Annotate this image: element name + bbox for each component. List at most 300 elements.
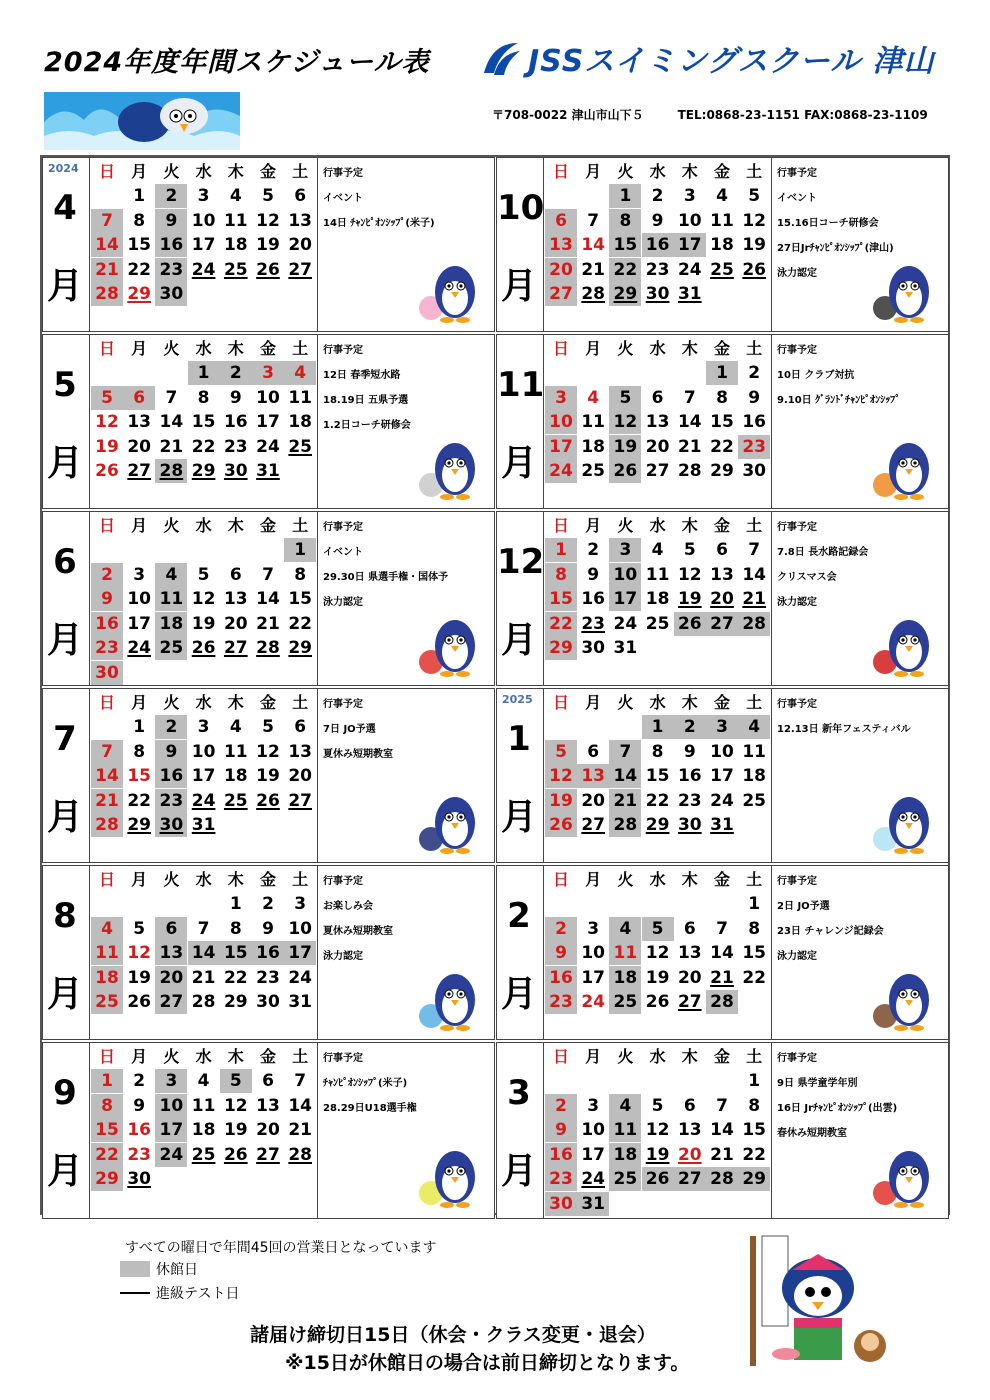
day-cell: 19 <box>742 235 767 256</box>
day-cell: 12 <box>95 412 119 433</box>
day-cell: 26 <box>256 790 280 811</box>
event-item: 15.16日コーチ研修会 <box>777 218 879 229</box>
weekday-header: 金 <box>259 870 276 889</box>
day-cell: 8 <box>748 1095 761 1116</box>
page-title: 2024年度年間スケジュール表 <box>44 47 430 78</box>
day-cell: 2 <box>651 186 664 206</box>
day-cell: 8 <box>545 563 577 587</box>
day-cell: 22 <box>191 436 216 457</box>
weekday-header: 日 <box>98 162 115 181</box>
month-number: 6 <box>53 542 77 582</box>
day-cell: 6 <box>545 209 577 233</box>
day-cell: 20 <box>127 436 152 457</box>
day-cell: 5 <box>262 717 274 737</box>
event-item: イベント <box>777 193 817 204</box>
day-cell: 5 <box>642 917 674 941</box>
day-cell: 6 <box>683 1095 696 1116</box>
day-cell: 26 <box>223 1144 248 1165</box>
strawberry-penguin-illustration <box>865 1131 945 1211</box>
weekday-header: 金 <box>259 516 276 535</box>
day-cell: 9 <box>155 209 187 233</box>
day-cell: 2 <box>748 363 761 383</box>
day-cell: 11 <box>288 387 313 408</box>
wave-logo-icon <box>480 37 522 79</box>
day-cell: 23 <box>545 990 577 1014</box>
events-header: 行事予定 <box>777 876 817 887</box>
day-cell: 22 <box>545 612 577 636</box>
weekday-header: 土 <box>292 162 309 181</box>
weekday-header: 木 <box>227 870 244 889</box>
day-cell: 30 <box>256 992 280 1013</box>
weekday-header: 木 <box>227 516 244 535</box>
weekday-header: 水 <box>195 516 212 535</box>
weekday-header: 土 <box>292 516 309 535</box>
day-cell: 2 <box>545 917 577 941</box>
month-kanji: 月 <box>46 443 83 484</box>
day-cell: 26 <box>256 259 280 280</box>
day-cell: 30 <box>155 813 187 837</box>
day-cell: 10 <box>191 741 216 762</box>
day-cell: 25 <box>191 1144 216 1165</box>
day-cell: 23 <box>223 436 248 457</box>
day-cell: 4 <box>229 717 242 737</box>
day-cell: 29 <box>223 992 248 1013</box>
event-item: クリスマス会 <box>777 572 837 583</box>
day-cell: 9 <box>229 387 242 408</box>
weekday-header: 火 <box>163 162 180 181</box>
brand-name: JSSスイミングスクール 津山 <box>528 44 935 79</box>
weekday-header: 木 <box>227 162 244 181</box>
day-cell: 21 <box>159 436 184 457</box>
day-cell: 8 <box>651 741 664 762</box>
weekday-header: 日 <box>552 693 569 712</box>
day-cell: 3 <box>609 538 641 562</box>
legend-note: すべての曜日で年間45回の営業日となっています <box>125 1240 437 1256</box>
day-cell: 16 <box>91 612 123 636</box>
divider <box>543 512 544 685</box>
day-cell: 24 <box>191 790 216 811</box>
day-cell: 29 <box>127 284 152 305</box>
weekday-header: 水 <box>195 1047 212 1066</box>
weekday-header: 火 <box>163 516 180 535</box>
month-panel-2 <box>496 865 949 1040</box>
day-cell: 26 <box>127 992 152 1013</box>
day-cell: 3 <box>252 361 284 385</box>
day-cell: 7 <box>716 1095 728 1116</box>
day-cell: 26 <box>674 612 706 636</box>
weekday-header: 月 <box>131 1047 148 1066</box>
day-cell: 26 <box>645 992 670 1013</box>
weekday-header: 火 <box>617 870 634 889</box>
day-cell: 1 <box>642 715 674 739</box>
day-cell: 8 <box>716 387 728 408</box>
day-cell: 29 <box>191 461 216 482</box>
day-cell: 22 <box>609 258 641 282</box>
day-cell: 20 <box>645 436 670 457</box>
day-cell: 4 <box>197 1071 210 1091</box>
weekday-header: 日 <box>98 1047 115 1066</box>
weekday-header: 水 <box>649 1047 666 1066</box>
event-item: 9.10日 ｸﾞﾗﾝﾄﾞﾁｬﾝﾋﾟｵﾝｼｯﾌﾟ <box>777 395 901 406</box>
day-cell: 13 <box>677 1120 702 1141</box>
day-cell: 31 <box>577 1192 609 1216</box>
day-cell: 14 <box>710 943 734 964</box>
event-item: 7日 JO予選 <box>323 724 376 735</box>
day-cell: 16 <box>677 766 702 787</box>
day-cell: 24 <box>581 992 606 1013</box>
day-cell: 26 <box>742 259 767 280</box>
events-header: 行事予定 <box>323 876 363 887</box>
events-header: 行事予定 <box>323 699 363 710</box>
event-item: お楽しみ会 <box>323 901 373 912</box>
weekday-header: 月 <box>131 870 148 889</box>
day-cell: 11 <box>710 210 734 231</box>
day-cell: 20 <box>155 966 187 990</box>
weekday-header: 日 <box>552 1047 569 1066</box>
day-cell: 19 <box>127 967 152 988</box>
day-cell: 12 <box>127 943 152 964</box>
day-cell: 27 <box>127 461 152 482</box>
weekday-header: 月 <box>585 339 602 358</box>
choco-penguin-illustration <box>865 954 945 1034</box>
day-cell: 2 <box>133 1071 146 1091</box>
day-cell: 14 <box>710 1120 734 1141</box>
divider <box>543 866 544 1039</box>
day-cell: 24 <box>581 1169 606 1190</box>
weekday-header: 火 <box>617 1047 634 1066</box>
day-cell: 9 <box>683 741 696 762</box>
divider <box>771 512 772 685</box>
day-cell: 3 <box>133 564 146 585</box>
day-cell: 23 <box>91 636 123 660</box>
day-cell: 15 <box>220 941 252 965</box>
weekday-header: 土 <box>746 870 763 889</box>
day-cell: 14 <box>609 764 641 788</box>
day-cell: 30 <box>645 284 670 305</box>
postal-address: 〒708-0022 津山市山下５ <box>492 108 644 122</box>
tanabata-penguin-illustration <box>411 777 491 857</box>
day-cell: 2 <box>587 540 600 560</box>
day-cell: 5 <box>91 386 123 410</box>
day-cell: 22 <box>288 613 313 634</box>
weekday-header: 木 <box>227 339 244 358</box>
day-cell: 8 <box>748 918 761 939</box>
weekday-header: 金 <box>713 516 730 535</box>
weekday-header: 金 <box>259 1047 276 1066</box>
day-cell: 20 <box>677 967 702 988</box>
weekday-header: 土 <box>292 339 309 358</box>
day-cell: 14 <box>159 412 184 433</box>
day-cell: 21 <box>191 967 216 988</box>
weekday-header: 木 <box>681 870 698 889</box>
day-cell: 26 <box>95 461 119 482</box>
deadline-notice: 諸届け締切日15日（休会・クラス変更・退会） <box>250 1324 656 1346</box>
day-cell: 22 <box>223 967 248 988</box>
day-cell: 4 <box>155 563 187 587</box>
day-cell: 4 <box>91 917 123 941</box>
day-cell: 5 <box>651 1095 664 1116</box>
weekday-header: 木 <box>227 693 244 712</box>
day-cell: 1 <box>284 538 316 562</box>
weekday-header: 木 <box>681 1047 698 1066</box>
day-cell: 30 <box>581 638 606 659</box>
day-cell: 7 <box>716 918 728 939</box>
weekday-header: 木 <box>681 516 698 535</box>
day-cell: 7 <box>165 387 178 408</box>
event-item: イベント <box>323 193 363 204</box>
day-cell: 12 <box>645 1120 670 1141</box>
day-cell: 10 <box>288 918 313 939</box>
day-cell: 20 <box>677 1144 702 1165</box>
day-cell: 1 <box>133 717 146 737</box>
day-cell: 21 <box>91 258 123 282</box>
weekday-header: 月 <box>131 516 148 535</box>
day-cell: 20 <box>710 589 734 610</box>
weekday-header: 火 <box>163 693 180 712</box>
day-cell: 10 <box>609 563 641 587</box>
day-cell: 14 <box>91 233 123 257</box>
divider <box>771 158 772 331</box>
weekday-header: 水 <box>195 339 212 358</box>
day-cell: 13 <box>127 412 152 433</box>
day-cell: 21 <box>288 1120 313 1141</box>
weekday-header: 木 <box>227 1047 244 1066</box>
swimmer-penguin-banner <box>44 92 240 150</box>
day-cell: 16 <box>545 1143 577 1167</box>
day-cell: 14 <box>288 1095 313 1116</box>
day-cell: 24 <box>256 436 280 457</box>
events-header: 行事予定 <box>777 699 817 710</box>
event-item: イベント <box>323 547 363 558</box>
day-cell: 6 <box>651 387 664 408</box>
day-cell: 2 <box>545 1094 577 1118</box>
weekday-header: 日 <box>552 162 569 181</box>
day-cell: 27 <box>674 1167 706 1191</box>
calendar-grid <box>40 155 950 1215</box>
day-cell: 11 <box>609 1118 641 1142</box>
day-cell: 6 <box>683 918 696 939</box>
day-cell: 27 <box>677 992 702 1013</box>
day-cell: 13 <box>645 412 670 433</box>
year-label: 2024 <box>48 162 79 175</box>
event-item: 泳力認定 <box>777 268 817 279</box>
day-cell: 30 <box>91 661 123 685</box>
day-cell: 21 <box>742 589 767 610</box>
divider <box>543 158 544 331</box>
day-cell: 4 <box>609 917 641 941</box>
day-cell: 9 <box>262 918 274 939</box>
divider <box>543 335 544 508</box>
weekday-header: 日 <box>98 339 115 358</box>
day-cell: 10 <box>710 741 734 762</box>
divider <box>317 1043 318 1218</box>
weekday-header: 金 <box>259 693 276 712</box>
day-cell: 5 <box>748 186 761 206</box>
weekday-header: 日 <box>552 870 569 889</box>
day-cell: 19 <box>645 967 670 988</box>
month-kanji: 月 <box>500 974 537 1015</box>
pear-penguin-illustration <box>411 1131 491 1211</box>
day-cell: 12 <box>645 943 670 964</box>
day-cell: 2 <box>262 894 274 914</box>
day-cell: 14 <box>188 941 220 965</box>
day-cell: 31 <box>710 815 734 836</box>
day-cell: 1 <box>91 1069 123 1093</box>
day-cell: 18 <box>288 412 313 433</box>
divider <box>317 335 318 508</box>
day-cell: 6 <box>587 741 600 762</box>
day-cell: 8 <box>294 564 307 585</box>
day-cell: 16 <box>127 1120 152 1141</box>
weekday-header: 水 <box>195 693 212 712</box>
day-cell: 26 <box>191 638 216 659</box>
day-cell: 24 <box>677 259 702 280</box>
day-cell: 19 <box>645 1144 670 1165</box>
day-cell: 20 <box>545 258 577 282</box>
day-cell: 18 <box>609 1143 641 1167</box>
divider <box>89 1043 90 1218</box>
day-cell: 23 <box>581 613 606 634</box>
weekday-header: 水 <box>649 870 666 889</box>
weekday-header: 火 <box>163 339 180 358</box>
events-header: 行事予定 <box>777 168 817 179</box>
weekday-header: 月 <box>131 162 148 181</box>
day-cell: 28 <box>91 813 123 837</box>
day-cell: 7 <box>197 918 210 939</box>
day-cell: 23 <box>738 435 770 459</box>
legend-test-label: 進級テスト日 <box>156 1286 240 1302</box>
day-cell: 3 <box>683 186 696 206</box>
weekday-header: 金 <box>259 162 276 181</box>
month-panel-9 <box>42 1042 495 1219</box>
day-cell: 2 <box>155 184 187 208</box>
day-cell: 13 <box>710 564 734 585</box>
day-cell: 3 <box>706 715 738 739</box>
day-cell: 21 <box>256 613 280 634</box>
day-cell: 15 <box>91 1118 123 1142</box>
day-cell: 5 <box>220 1069 252 1093</box>
day-cell: 9 <box>91 587 123 611</box>
day-cell: 28 <box>581 284 606 305</box>
weekday-header: 月 <box>585 693 602 712</box>
day-cell: 10 <box>677 210 702 231</box>
day-cell: 22 <box>710 436 734 457</box>
day-cell: 3 <box>587 918 600 939</box>
day-cell: 28 <box>738 612 770 636</box>
day-cell: 1 <box>133 186 146 206</box>
day-cell: 31 <box>677 284 702 305</box>
day-cell: 2 <box>155 715 187 739</box>
day-cell: 19 <box>545 789 577 813</box>
day-cell: 17 <box>609 587 641 611</box>
day-cell: 26 <box>545 813 577 837</box>
weekday-header: 水 <box>195 162 212 181</box>
day-cell: 20 <box>223 613 248 634</box>
day-cell: 13 <box>288 210 313 231</box>
day-cell: 28 <box>609 813 641 837</box>
year-label: 2025 <box>502 693 533 706</box>
day-cell: 15 <box>191 412 216 433</box>
month-kanji: 月 <box>46 797 83 838</box>
events-header: 行事予定 <box>323 345 363 356</box>
divider <box>317 158 318 331</box>
weekday-header: 水 <box>649 162 666 181</box>
day-cell: 11 <box>191 1095 216 1116</box>
day-cell: 16 <box>545 966 577 990</box>
day-cell: 17 <box>545 435 577 459</box>
day-cell: 15 <box>742 1120 767 1141</box>
day-cell: 3 <box>155 1069 187 1093</box>
day-cell: 7 <box>748 540 761 560</box>
day-cell: 16 <box>642 233 674 257</box>
weekday-header: 火 <box>617 516 634 535</box>
day-cell: 22 <box>127 259 152 280</box>
day-cell: 18 <box>710 235 734 256</box>
day-cell: 17 <box>256 412 280 433</box>
day-cell: 4 <box>738 715 770 739</box>
weekday-header: 火 <box>617 693 634 712</box>
day-cell: 3 <box>197 186 210 206</box>
day-cell: 30 <box>677 815 702 836</box>
weekday-header: 土 <box>292 693 309 712</box>
day-cell: 30 <box>742 461 767 482</box>
day-cell: 24 <box>545 459 577 483</box>
day-cell: 28 <box>706 990 738 1014</box>
weekday-header: 月 <box>585 870 602 889</box>
day-cell: 10 <box>581 1120 606 1141</box>
day-cell: 12 <box>609 410 641 434</box>
day-cell: 21 <box>581 259 606 280</box>
event-item: 春休み短期教室 <box>777 1128 847 1139</box>
day-cell: 13 <box>577 764 609 788</box>
day-cell: 13 <box>545 233 577 257</box>
weekday-header: 土 <box>746 693 763 712</box>
ice-penguin-illustration <box>411 954 491 1034</box>
month-kanji: 月 <box>46 1151 83 1192</box>
divider <box>317 866 318 1039</box>
day-cell: 18 <box>581 436 606 457</box>
day-cell: 2 <box>91 563 123 587</box>
day-cell: 15 <box>545 587 577 611</box>
day-cell: 20 <box>581 790 606 811</box>
day-cell: 6 <box>123 386 155 410</box>
divider <box>543 689 544 862</box>
divider <box>89 689 90 862</box>
day-cell: 3 <box>294 894 307 914</box>
day-cell: 15 <box>710 412 734 433</box>
weekday-header: 水 <box>195 870 212 889</box>
day-cell: 23 <box>127 1144 152 1165</box>
day-cell: 17 <box>127 613 152 634</box>
day-cell: 6 <box>155 917 187 941</box>
month-kanji: 月 <box>46 974 83 1015</box>
day-cell: 27 <box>581 815 606 836</box>
events-header: 行事予定 <box>323 522 363 533</box>
day-cell: 15 <box>645 766 670 787</box>
day-cell: 3 <box>197 717 210 737</box>
day-cell: 18 <box>155 612 187 636</box>
bug-penguin-illustration <box>411 600 491 680</box>
day-cell: 12 <box>191 589 216 610</box>
weekday-header: 金 <box>713 1047 730 1066</box>
day-cell: 16 <box>223 412 248 433</box>
day-cell: 15 <box>609 233 641 257</box>
day-cell: 27 <box>545 282 577 306</box>
day-cell: 28 <box>256 638 280 659</box>
day-cell: 20 <box>288 766 313 787</box>
day-cell: 23 <box>545 1167 577 1191</box>
weekday-header: 土 <box>746 339 763 358</box>
